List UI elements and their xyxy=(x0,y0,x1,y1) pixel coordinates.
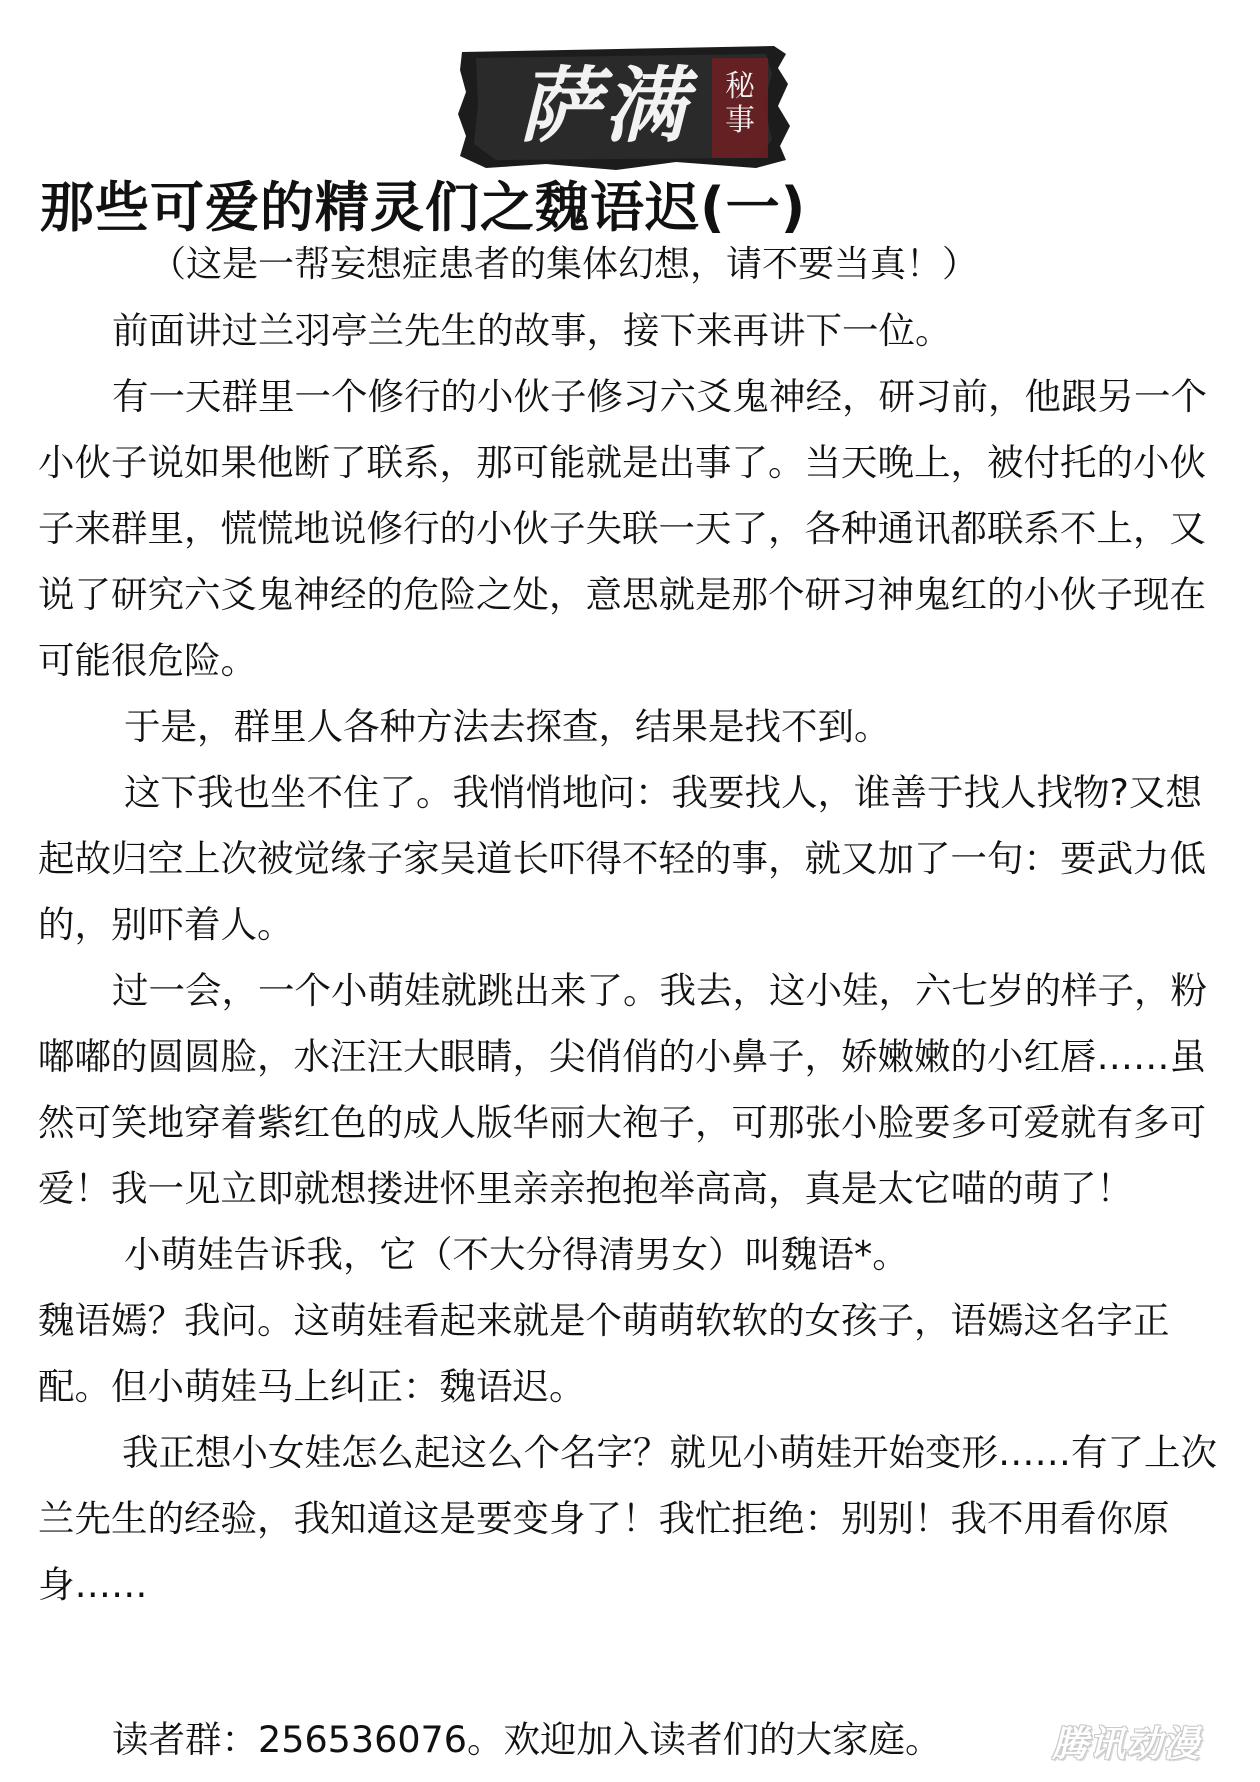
logo-title: 萨满 xyxy=(518,58,690,154)
article-subtitle: （这是一帮妄想症患者的集体幻想，请不要当真！） xyxy=(150,244,979,285)
watermark: 腾讯动漫 xyxy=(1052,1724,1201,1765)
paragraph: 于是，群里人各种方法去探查，结果是找不到。 xyxy=(124,705,891,748)
paragraph: 有一天群里一个修行的小伙子修习六爻鬼神经，研习前，他跟另一个小伙子说如果他断了联系，那可能就是出事了。当天晚上，被付托的小伙子来群里，慌慌地说修行的小伙子失联一天了，各种通讯都联系不上，又说了研究六爻鬼神经的危险之处，意思就是那个研习神鬼红的小伙子现在可能很危险。 xyxy=(38,375,1207,682)
paragraph: 过一会，一个小萌娃就跳出来了。我去，这小娃，六七岁的样子，粉嘟嘟的圆圆脸，水汪汪大眼睛，尖俏俏的小鼻子，娇嫩嫩的小红唇……虽然可笑地穿着紫红色的成人版华丽大袍子，可那张小脸要多可爱就有多可爱！我一见立即就想搂进怀里亲亲抱抱举高高，真是太它喵的萌了！ xyxy=(38,969,1207,1210)
paragraph: 小萌娃告诉我，它（不大分得清男女）叫魏语*。 xyxy=(124,1233,909,1276)
logo xyxy=(456,44,790,170)
logo-subtitle: 秘事 xyxy=(725,69,755,138)
paragraph: 前面讲过兰羽亭兰先生的故事，接下来再讲下一位。 xyxy=(112,309,952,352)
paragraph: 魏语嫣？我问。这萌娃看起来就是个萌萌软软的女孩子，语嫣这名字正配。但小萌娃马上纠正：魏语迟。 xyxy=(38,1299,1170,1408)
article-title: 那些可爱的精灵们之魏语迟(一) xyxy=(40,176,807,239)
reader-group-note: 读者群：256536076。欢迎加入读者们的大家庭。 xyxy=(112,1718,942,1761)
paragraph: 我正想小女娃怎么起这么个名字？就见小萌娃开始变形……有了上次兰先生的经验，我知道这是要变身了！我忙拒绝：别别！我不用看你原身…… xyxy=(38,1431,1217,1606)
paragraph: 这下我也坐不住了。我悄悄地问：我要找人，谁善于找人找物?又想起故归空上次被觉缘子家吴道长吓得不轻的事，就又加了一句：要武力低的，别吓着人。 xyxy=(38,771,1206,946)
article-body xyxy=(38,298,1228,1618)
